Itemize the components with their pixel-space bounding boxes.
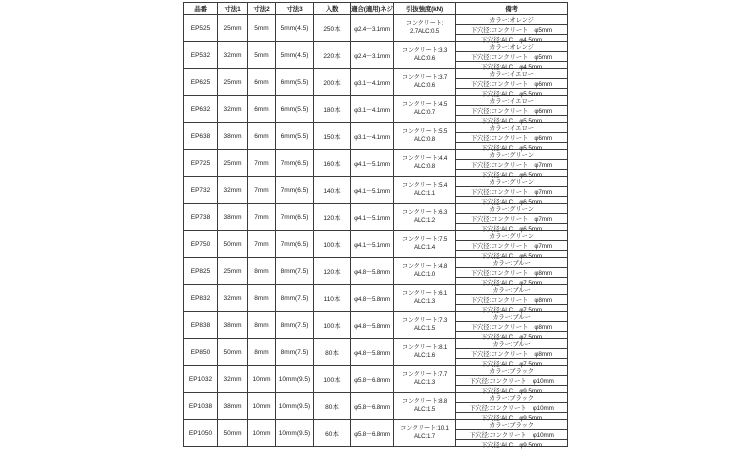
table-row: [184, 204, 568, 231]
pullout-strength-cell: [394, 150, 456, 177]
strength-alc-line: ALC:1.5: [414, 406, 435, 413]
quantity-cell: 160本: [314, 150, 351, 177]
dimension-1-cell: 32mm: [218, 366, 248, 393]
dimension-2-cell: 8mm: [248, 339, 276, 366]
remarks-cell: [456, 96, 568, 123]
dimension-1-cell: 38mm: [218, 123, 248, 150]
remark-pilot-hole-alc-line: 下穴径:ALC φ4.5mm: [480, 64, 543, 71]
dimension-1-cell: 38mm: [218, 204, 248, 231]
strength-alc-line: ALC:1.7: [414, 433, 435, 440]
dimension-3-cell: 6mm(5.5): [276, 69, 314, 96]
col-header-remarks: 備考: [456, 3, 568, 15]
part-number-cell: EP850: [184, 339, 218, 366]
strength-alc-line: ALC:1.5: [414, 325, 435, 332]
remark-pilot-hole-concrete-line: 下穴径:コンクリート φ5mm: [456, 52, 567, 62]
compatible-screw-cell: φ4.8〜5.8mm: [351, 285, 394, 312]
header-row: [184, 3, 568, 15]
strength-concrete-line: コンクリート:8.8: [401, 398, 448, 405]
part-number-cell: EP532: [184, 42, 218, 69]
remarks-cell: [456, 312, 568, 339]
strength-concrete-line: コンクリート:6.1: [401, 290, 448, 297]
part-number-cell: EP625: [184, 69, 218, 96]
dimension-1-cell: 32mm: [218, 285, 248, 312]
remark-color-line: カラー:ブルー: [456, 285, 567, 295]
pullout-strength-cell: [394, 177, 456, 204]
table-row: [184, 420, 568, 447]
dimension-2-cell: 7mm: [248, 231, 276, 258]
table-row: [184, 393, 568, 420]
remark-pilot-hole-concrete-line: 下穴径:コンクリート φ8mm: [456, 349, 567, 359]
remark-color-line: カラー:ブルー: [456, 312, 567, 322]
pullout-strength-cell: [394, 285, 456, 312]
compatible-screw-cell: φ3.1〜4.1mm: [351, 96, 394, 123]
remarks-lines: [456, 231, 567, 260]
remark-pilot-hole-concrete-line: 下穴径:コンクリート φ10mm: [456, 403, 567, 413]
remarks-cell: [456, 204, 568, 231]
dimension-1-cell: 50mm: [218, 339, 248, 366]
strength-alc-line: ALC:0.6: [414, 55, 435, 62]
dimension-2-cell: 7mm: [248, 150, 276, 177]
remark-color-line: カラー:オレンジ: [456, 42, 567, 52]
remark-pilot-hole-alc-line: 下穴径:ALC φ9.5mm: [480, 388, 543, 395]
part-number-cell: EP732: [184, 177, 218, 204]
strength-concrete-line: コンクリート:10.1: [400, 425, 449, 432]
remark-color-line: カラー:ブラック: [456, 366, 567, 376]
table-row: [184, 123, 568, 150]
compatible-screw-cell: φ2.4〜3.1mm: [351, 42, 394, 69]
quantity-cell: 60本: [314, 420, 351, 447]
strength-concrete-line: コンクリート:6.3: [401, 209, 448, 216]
table-row: [184, 285, 568, 312]
dimension-2-cell: 7mm: [248, 177, 276, 204]
quantity-cell: 120本: [314, 258, 351, 285]
compatible-screw-cell: φ4.1〜5.1mm: [351, 204, 394, 231]
dimension-2-cell: 10mm: [248, 366, 276, 393]
col-header-quantity: 入数: [314, 3, 351, 15]
strength-concrete-line: コンクリート:8.1: [401, 344, 448, 351]
remark-pilot-hole-concrete-line: 下穴径:コンクリート φ10mm: [456, 430, 567, 440]
remarks-lines: [456, 123, 567, 152]
table-row: [184, 258, 568, 285]
remark-pilot-hole-concrete-line: 下穴径:コンクリート φ8mm: [456, 322, 567, 332]
strength-alc-line: ALC:1.1: [414, 190, 435, 197]
pullout-strength-cell: [394, 393, 456, 420]
quantity-cell: 80本: [314, 393, 351, 420]
table-row: [184, 312, 568, 339]
pullout-strength-cell: [394, 231, 456, 258]
remarks-cell: [456, 231, 568, 258]
col-header-pullout-strength: 引抜強度(kN): [394, 3, 456, 15]
quantity-cell: 110本: [314, 285, 351, 312]
remark-color-line: カラー:オレンジ: [456, 15, 567, 25]
remark-color-line: カラー:グリーン: [456, 177, 567, 187]
compatible-screw-cell: φ4.8〜5.8mm: [351, 312, 394, 339]
remark-color-line: カラー:ブラック: [456, 393, 567, 403]
table-row: [184, 366, 568, 393]
part-number-cell: EP738: [184, 204, 218, 231]
strength-alc-line: ALC:0.8: [414, 136, 435, 143]
remark-pilot-hole-alc-line: 下穴径:ALC φ9.5mm: [480, 415, 543, 422]
remark-pilot-hole-concrete-line: 下穴径:コンクリート φ6mm: [456, 79, 567, 89]
dimension-2-cell: 6mm: [248, 123, 276, 150]
remarks-lines: [456, 150, 567, 179]
dimension-3-cell: 6mm(5.5): [276, 123, 314, 150]
pullout-strength-cell: [394, 96, 456, 123]
remarks-lines: [456, 393, 567, 422]
dimension-1-cell: 32mm: [218, 42, 248, 69]
dimension-3-cell: 8mm(7.5): [276, 339, 314, 366]
strength-concrete-line: コンクリート:7.5: [401, 236, 448, 243]
remark-pilot-hole-concrete-line: 下穴径:コンクリート φ6mm: [456, 133, 567, 143]
dimension-1-cell: 25mm: [218, 69, 248, 96]
col-header-dimension-3: 寸法3: [276, 3, 314, 15]
remark-pilot-hole-concrete-line: 下穴径:コンクリート φ7mm: [456, 160, 567, 170]
remarks-cell: [456, 339, 568, 366]
table-row: [184, 339, 568, 366]
strength-concrete-line: コンクリート:3.7: [401, 74, 448, 81]
compatible-screw-cell: φ5.8〜6.8mm: [351, 393, 394, 420]
remark-color-line: カラー:グリーン: [456, 231, 567, 241]
remarks-lines: [456, 96, 567, 125]
part-number-cell: EP725: [184, 150, 218, 177]
dimension-3-cell: 6mm(5.5): [276, 96, 314, 123]
remark-pilot-hole-concrete-line: 下穴径:コンクリート φ7mm: [456, 241, 567, 251]
quantity-cell: 100本: [314, 231, 351, 258]
table-row: [184, 42, 568, 69]
pullout-strength-cell: [394, 339, 456, 366]
dimension-3-cell: 5mm(4.5): [276, 42, 314, 69]
dimension-2-cell: 6mm: [248, 96, 276, 123]
col-header-dimension-2: 寸法2: [248, 3, 276, 15]
remarks-lines: [456, 42, 567, 71]
remark-pilot-hole-alc-line: 下穴径:ALC φ7.5mm: [480, 280, 543, 287]
compatible-screw-cell: φ4.1〜5.1mm: [351, 231, 394, 258]
table-row: [184, 96, 568, 123]
dimension-3-cell: 7mm(6.5): [276, 177, 314, 204]
remarks-cell: [456, 177, 568, 204]
compatible-screw-cell: φ3.1〜4.1mm: [351, 123, 394, 150]
strength-alc-line: 2.7ALC:0.5: [410, 28, 439, 35]
remark-color-line: カラー:ブラック: [456, 420, 567, 430]
quantity-cell: 200本: [314, 69, 351, 96]
remarks-cell: [456, 123, 568, 150]
pullout-strength-cell: [394, 15, 456, 42]
remarks-lines: [456, 69, 567, 98]
dimension-2-cell: 8mm: [248, 285, 276, 312]
col-header-compatible-screw: 適合(適用)ネジ: [351, 3, 394, 15]
dimension-2-cell: 6mm: [248, 69, 276, 96]
remarks-lines: [456, 204, 567, 233]
dimension-1-cell: 38mm: [218, 312, 248, 339]
remark-pilot-hole-alc-line: 下穴径:ALC φ7.5mm: [480, 361, 543, 368]
compatible-screw-cell: φ2.4〜3.1mm: [351, 15, 394, 42]
remark-pilot-hole-concrete-line: 下穴径:コンクリート φ7mm: [456, 187, 567, 197]
dimension-3-cell: 8mm(7.5): [276, 258, 314, 285]
dimension-3-cell: 7mm(6.5): [276, 231, 314, 258]
remark-color-line: カラー:ブルー: [456, 339, 567, 349]
dimension-3-cell: 10mm(9.5): [276, 420, 314, 447]
dimension-2-cell: 5mm: [248, 42, 276, 69]
remarks-lines: [456, 312, 567, 341]
part-number-cell: EP750: [184, 231, 218, 258]
table-header: [184, 3, 568, 15]
compatible-screw-cell: φ4.1〜5.1mm: [351, 150, 394, 177]
remark-pilot-hole-concrete-line: 下穴径:コンクリート φ5mm: [456, 25, 567, 35]
strength-alc-line: ALC:1.0: [414, 271, 435, 278]
table-row: [184, 177, 568, 204]
part-number-cell: EP832: [184, 285, 218, 312]
strength-concrete-line: コンクリート:3.3: [401, 47, 448, 54]
remark-pilot-hole-alc-line: 下穴径:ALC φ5.5mm: [480, 145, 543, 152]
dimension-3-cell: 10mm(9.5): [276, 393, 314, 420]
table-row: [184, 15, 568, 42]
strength-alc-line: ALC:1.3: [414, 379, 435, 386]
remarks-lines: [456, 366, 567, 395]
pullout-strength-cell: [394, 258, 456, 285]
table-row: [184, 231, 568, 258]
strength-concrete-line: コンクリート:4.5: [401, 101, 448, 108]
remark-pilot-hole-concrete-line: 下穴径:コンクリート φ8mm: [456, 268, 567, 278]
part-number-cell: EP825: [184, 258, 218, 285]
pullout-strength-cell: [394, 312, 456, 339]
remark-color-line: カラー:イエロー: [456, 123, 567, 133]
dimension-3-cell: 10mm(9.5): [276, 366, 314, 393]
remarks-cell: [456, 15, 568, 42]
dimension-2-cell: 8mm: [248, 258, 276, 285]
compatible-screw-cell: φ4.1〜5.1mm: [351, 177, 394, 204]
remarks-lines: [456, 258, 567, 287]
quantity-cell: 220本: [314, 42, 351, 69]
spec-table-body: [184, 15, 568, 447]
remark-color-line: カラー:ブルー: [456, 258, 567, 268]
remarks-lines: [456, 420, 567, 449]
product-spec-table: [183, 2, 568, 447]
quantity-cell: 250本: [314, 15, 351, 42]
pullout-strength-cell: [394, 123, 456, 150]
remarks-cell: [456, 69, 568, 96]
remarks-lines: [456, 177, 567, 206]
remarks-cell: [456, 42, 568, 69]
quantity-cell: 100本: [314, 312, 351, 339]
remark-color-line: カラー:イエロー: [456, 96, 567, 106]
remark-pilot-hole-alc-line: 下穴径:ALC φ7.5mm: [480, 307, 543, 314]
remark-color-line: カラー:グリーン: [456, 204, 567, 214]
strength-concrete-line: コンクリート:4.8: [401, 263, 448, 270]
pullout-strength-cell: [394, 42, 456, 69]
compatible-screw-cell: φ4.8〜5.8mm: [351, 339, 394, 366]
strength-alc-line: ALC:1.3: [414, 298, 435, 305]
table-row: [184, 150, 568, 177]
remark-pilot-hole-alc-line: 下穴径:ALC φ6.5mm: [480, 253, 543, 260]
remark-pilot-hole-alc-line: 下穴径:ALC φ6.5mm: [480, 226, 543, 233]
pullout-strength-cell: [394, 204, 456, 231]
quantity-cell: 180本: [314, 96, 351, 123]
dimension-3-cell: 8mm(7.5): [276, 285, 314, 312]
remarks-cell: [456, 258, 568, 285]
strength-concrete-line: コンクリート:5.5: [401, 128, 448, 135]
strength-concrete-line: コンクリート:4.4: [401, 155, 448, 162]
dimension-2-cell: 8mm: [248, 312, 276, 339]
dimension-1-cell: 32mm: [218, 177, 248, 204]
remark-pilot-hole-alc-line: 下穴径:ALC φ9.5mm: [480, 442, 543, 449]
pullout-strength-cell: [394, 69, 456, 96]
strength-alc-line: ALC:1.4: [414, 244, 435, 251]
remarks-lines: [456, 285, 567, 314]
strength-concrete-line: コンクリート:7.7: [401, 371, 448, 378]
pullout-strength-cell: [394, 366, 456, 393]
part-number-cell: EP838: [184, 312, 218, 339]
dimension-1-cell: 32mm: [218, 96, 248, 123]
quantity-cell: 100本: [314, 366, 351, 393]
strength-concrete-line: コンクリート:: [405, 20, 444, 27]
part-number-cell: EP638: [184, 123, 218, 150]
dimension-3-cell: 7mm(6.5): [276, 204, 314, 231]
dimension-1-cell: 38mm: [218, 393, 248, 420]
part-number-cell: EP525: [184, 15, 218, 42]
part-number-cell: EP1032: [184, 366, 218, 393]
remarks-cell: [456, 366, 568, 393]
strength-alc-line: ALC:0.7: [414, 109, 435, 116]
dimension-2-cell: 10mm: [248, 393, 276, 420]
dimension-2-cell: 7mm: [248, 204, 276, 231]
remarks-cell: [456, 420, 568, 447]
quantity-cell: 80本: [314, 339, 351, 366]
remark-color-line: カラー:グリーン: [456, 150, 567, 160]
remark-pilot-hole-concrete-line: 下穴径:コンクリート φ8mm: [456, 295, 567, 305]
col-header-dimension-1: 寸法1: [218, 3, 248, 15]
compatible-screw-cell: φ4.8〜5.8mm: [351, 258, 394, 285]
remark-pilot-hole-alc-line: 下穴径:ALC φ7.5mm: [480, 334, 543, 341]
dimension-1-cell: 50mm: [218, 420, 248, 447]
remark-pilot-hole-concrete-line: 下穴径:コンクリート φ6mm: [456, 106, 567, 116]
dimension-1-cell: 25mm: [218, 258, 248, 285]
remarks-lines: [456, 339, 567, 368]
dimension-3-cell: 5mm(4.5): [276, 15, 314, 42]
remark-pilot-hole-alc-line: 下穴径:ALC φ6.5mm: [480, 199, 543, 206]
quantity-cell: 150本: [314, 123, 351, 150]
remark-color-line: カラー:イエロー: [456, 69, 567, 79]
dimension-1-cell: 50mm: [218, 231, 248, 258]
remarks-lines: [456, 15, 567, 44]
strength-alc-line: ALC:1.2: [414, 217, 435, 224]
remarks-cell: [456, 393, 568, 420]
strength-alc-line: ALC:0.6: [414, 82, 435, 89]
remarks-cell: [456, 285, 568, 312]
remark-pilot-hole-alc-line: 下穴径:ALC φ5.5mm: [480, 118, 543, 125]
part-number-cell: EP1050: [184, 420, 218, 447]
strength-concrete-line: コンクリート:7.3: [401, 317, 448, 324]
dimension-1-cell: 25mm: [218, 15, 248, 42]
remark-pilot-hole-alc-line: 下穴径:ALC φ4.5mm: [480, 37, 543, 44]
quantity-cell: 120本: [314, 204, 351, 231]
dimension-1-cell: 25mm: [218, 150, 248, 177]
remark-pilot-hole-alc-line: 下穴径:ALC φ5.5mm: [480, 91, 543, 98]
compatible-screw-cell: φ5.8〜6.8mm: [351, 420, 394, 447]
pullout-strength-cell: [394, 420, 456, 447]
dimension-3-cell: 8mm(7.5): [276, 312, 314, 339]
col-header-part-number: 品番: [184, 3, 218, 15]
strength-alc-line: ALC:0.8: [414, 163, 435, 170]
compatible-screw-cell: φ3.1〜4.1mm: [351, 69, 394, 96]
part-number-cell: EP1038: [184, 393, 218, 420]
quantity-cell: 140本: [314, 177, 351, 204]
compatible-screw-cell: φ5.8〜6.8mm: [351, 366, 394, 393]
remark-pilot-hole-concrete-line: 下穴径:コンクリート φ7mm: [456, 214, 567, 224]
remark-pilot-hole-concrete-line: 下穴径:コンクリート φ10mm: [456, 376, 567, 386]
strength-alc-line: ALC:1.6: [414, 352, 435, 359]
strength-concrete-line: コンクリート:5.4: [401, 182, 448, 189]
remarks-cell: [456, 150, 568, 177]
remark-pilot-hole-alc-line: 下穴径:ALC φ6.5mm: [480, 172, 543, 179]
part-number-cell: EP632: [184, 96, 218, 123]
dimension-2-cell: 5mm: [248, 15, 276, 42]
dimension-3-cell: 7mm(6.5): [276, 150, 314, 177]
table-row: [184, 69, 568, 96]
dimension-2-cell: 10mm: [248, 420, 276, 447]
